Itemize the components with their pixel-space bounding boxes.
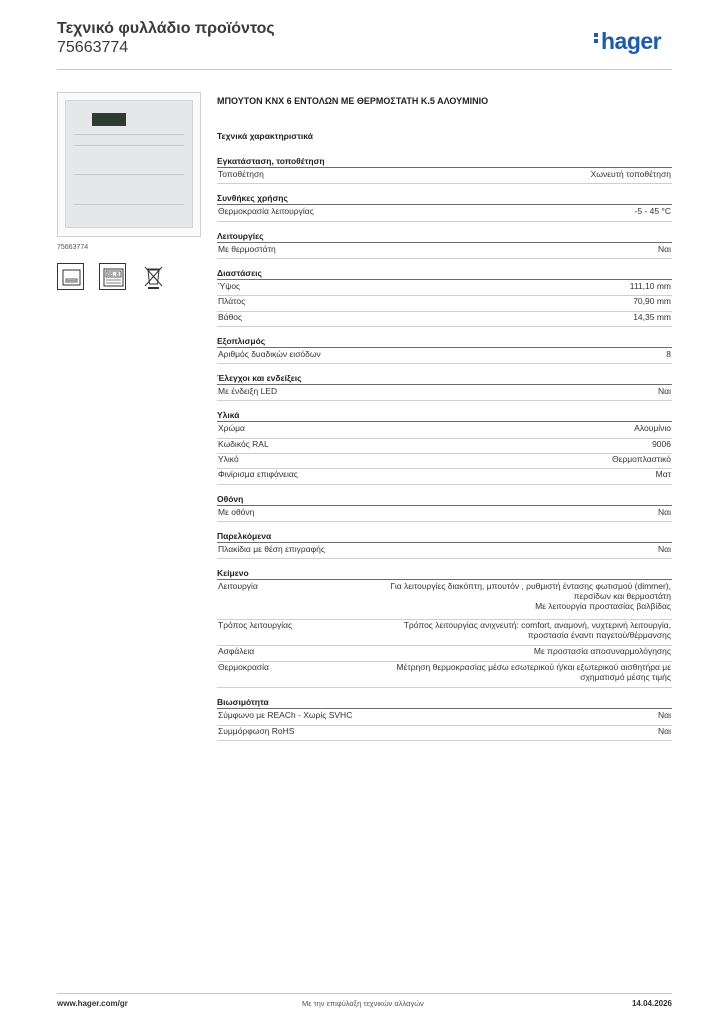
section-title: Οθόνη — [217, 493, 244, 504]
spec-row — [217, 507, 672, 519]
spec-row — [217, 423, 672, 435]
spec-row — [217, 544, 672, 556]
spec-label: Πλάτος — [218, 296, 246, 307]
row-divider — [217, 521, 672, 522]
spec-value-line: Για λειτουργίες διακόπτη, μπουτόν , ρυθμιστή έντασης φωτισμού (dimmer), — [390, 581, 671, 592]
spec-value: Αλουμίνιο — [634, 423, 671, 434]
spec-row — [217, 469, 672, 481]
row-divider — [217, 558, 672, 559]
spec-row — [217, 281, 672, 293]
section-divider — [217, 708, 672, 709]
spec-label: Με ένδειξη LED — [218, 386, 278, 397]
spec-label: Χρώμα — [218, 423, 245, 434]
spec-label: Συμμόρφωση RoHS — [218, 725, 295, 736]
section-title: Συνθήκες χρήσης — [217, 193, 288, 204]
spec-row — [217, 386, 672, 398]
spec-label: Με θερμοστάτη — [218, 243, 276, 254]
spec-value-line: προστασία έναντι παγετού/θέρμανσης — [527, 629, 671, 640]
spec-row — [217, 726, 672, 738]
image-caption: 75663774 — [57, 244, 89, 251]
section-title: Εξοπλισμός — [217, 335, 266, 346]
spec-value-line: περσίδων και θερμοστάτη — [573, 591, 671, 602]
row-divider — [217, 484, 672, 485]
spec-value: Ναι — [658, 543, 671, 554]
product-image — [57, 92, 201, 237]
section-divider — [217, 204, 672, 205]
svg-text:88.8: 88.8 — [107, 272, 120, 278]
section-divider — [217, 579, 672, 580]
section-divider — [217, 384, 672, 385]
section-title: Παρελκόμενα — [217, 530, 272, 541]
spec-value: Θερμοπλαστικό — [611, 454, 671, 464]
lcd-screen — [92, 113, 126, 126]
document-title: Τεχνικό φυλλάδιο προϊόντος — [57, 20, 275, 37]
section-divider — [217, 542, 672, 543]
section-divider — [217, 505, 672, 506]
spec-label: Με οθόνη — [218, 506, 255, 517]
spec-row — [217, 206, 672, 218]
logo-text: hager — [601, 28, 662, 54]
spec-label: Φινίρισμα επιφάνειας — [218, 469, 298, 480]
row-divider — [217, 183, 672, 184]
change-notice: Με την επιφύλαξη τεχνικών αλλαγών — [302, 999, 424, 1008]
spec-label: Τρόπος λειτουργίας — [218, 619, 293, 630]
logo-dots-icon — [594, 31, 599, 45]
spec-value-line: σχηματισμό μέσης τιμής — [580, 671, 671, 682]
spec-value: Ναι — [658, 710, 671, 721]
spec-label: Σύμφωνο με REACh - Χωρίς SVHC — [218, 710, 353, 721]
row-divider — [217, 258, 672, 259]
spec-value: 111,10 mm — [629, 280, 671, 291]
spec-row — [217, 581, 672, 616]
section-title: Υλικά — [217, 410, 240, 421]
section-divider — [217, 242, 672, 243]
spec-value: 8 — [666, 348, 671, 359]
website-link[interactable]: www.hager.com/gr — [57, 999, 128, 1008]
spec-value — [391, 581, 671, 611]
spec-row — [217, 312, 672, 324]
print-date: 14.04.2026 — [631, 999, 672, 1008]
row-divider — [217, 740, 672, 741]
section-divider — [217, 347, 672, 348]
spec-row — [217, 662, 672, 685]
spec-heading: Τεχνικά χαρακτηριστικά — [217, 131, 313, 141]
section-divider — [217, 421, 672, 422]
spec-label: Ύψος — [218, 280, 241, 291]
spec-row — [217, 454, 672, 466]
spec-row — [217, 296, 672, 308]
spec-row — [217, 620, 672, 643]
spec-value: Ματ — [655, 469, 671, 480]
section-title: Κείμενο — [217, 568, 249, 579]
spec-row — [217, 349, 672, 361]
row-divider — [217, 687, 672, 688]
section-title: Βιωσιμότητα — [217, 697, 269, 708]
weee-crossed-bin-icon — [140, 263, 167, 290]
product-name: ΜΠΟΥΤΟΝ KNX 6 ΕΝΤΟΛΩΝ ΜΕ ΘΕΡΜΟΣΤΑΤΗ Κ.5 ΑΛΟΥΜΙΝΙΟ — [217, 96, 489, 106]
spec-value — [404, 620, 671, 640]
spec-label: Πλακίδια με θέση επιγραφής — [218, 543, 325, 554]
spec-label: Ασφάλεια — [218, 646, 255, 657]
section-title: Εγκατάσταση, τοποθέτηση — [217, 156, 325, 166]
section-divider — [217, 279, 672, 280]
section-title: Λειτουργίες — [217, 230, 264, 241]
spec-value: 14,35 mm — [633, 311, 671, 322]
spec-value — [397, 662, 672, 682]
hager-logo — [594, 28, 661, 55]
lcd-display-icon — [99, 263, 126, 290]
spec-label: Τοποθέτηση — [218, 169, 264, 179]
row-divider — [217, 221, 672, 222]
spec-label: Αριθμός δυαδικών εισόδων — [218, 348, 321, 359]
spec-value-line: Με λειτουργία προστασίας βαλβίδας — [535, 601, 671, 612]
display-thermostat-icon — [57, 263, 84, 290]
section-title: Έλεγχοι και ενδείξεις — [217, 373, 302, 384]
spec-row — [217, 646, 672, 658]
spec-row — [217, 244, 672, 256]
spec-row — [217, 169, 672, 181]
product-code: 75663774 — [57, 39, 129, 56]
spec-value: Ναι — [658, 243, 671, 254]
spec-label: Θερμοκρασία — [218, 661, 269, 672]
row-divider — [217, 400, 672, 401]
spec-value-line: Μέτρηση θερμοκρασίας μέσω εσωτερικού ή/και εξωτερικού αισθητήρα με — [396, 661, 671, 672]
spec-row — [217, 710, 672, 722]
spec-value: Ναι — [658, 386, 671, 397]
spec-row — [217, 439, 672, 451]
spec-label: Λειτουργία — [218, 581, 258, 592]
section-divider — [217, 167, 672, 168]
row-divider — [217, 363, 672, 364]
spec-label: Κωδικός RAL — [218, 438, 269, 449]
spec-label: Θερμοκρασία λειτουργίας — [218, 206, 314, 217]
spec-value: Ναι — [658, 506, 671, 517]
spec-value: Ναι — [658, 725, 671, 736]
spec-value: Με προστασία αποσυναρμολόγησης — [533, 646, 671, 657]
spec-value: 70,90 mm — [633, 296, 671, 307]
spec-value: 9006 — [652, 438, 671, 449]
spec-label: Βάθος — [218, 311, 243, 322]
footer-divider — [57, 993, 672, 994]
spec-value-line: Τρόπος λειτουργίας ανιχνευτή: comfort, αναμονή, νυχτερινή λειτουργία, — [403, 619, 671, 630]
spec-value: -5 - 45 °C — [634, 206, 671, 217]
device-illustration — [65, 100, 193, 228]
section-title: Διαστάσεις — [217, 267, 262, 278]
spec-value: Χωνευτή τοποθέτηση — [590, 169, 671, 179]
row-divider — [217, 326, 672, 327]
header-divider — [57, 69, 672, 70]
spec-label: Υλικό — [218, 454, 239, 464]
